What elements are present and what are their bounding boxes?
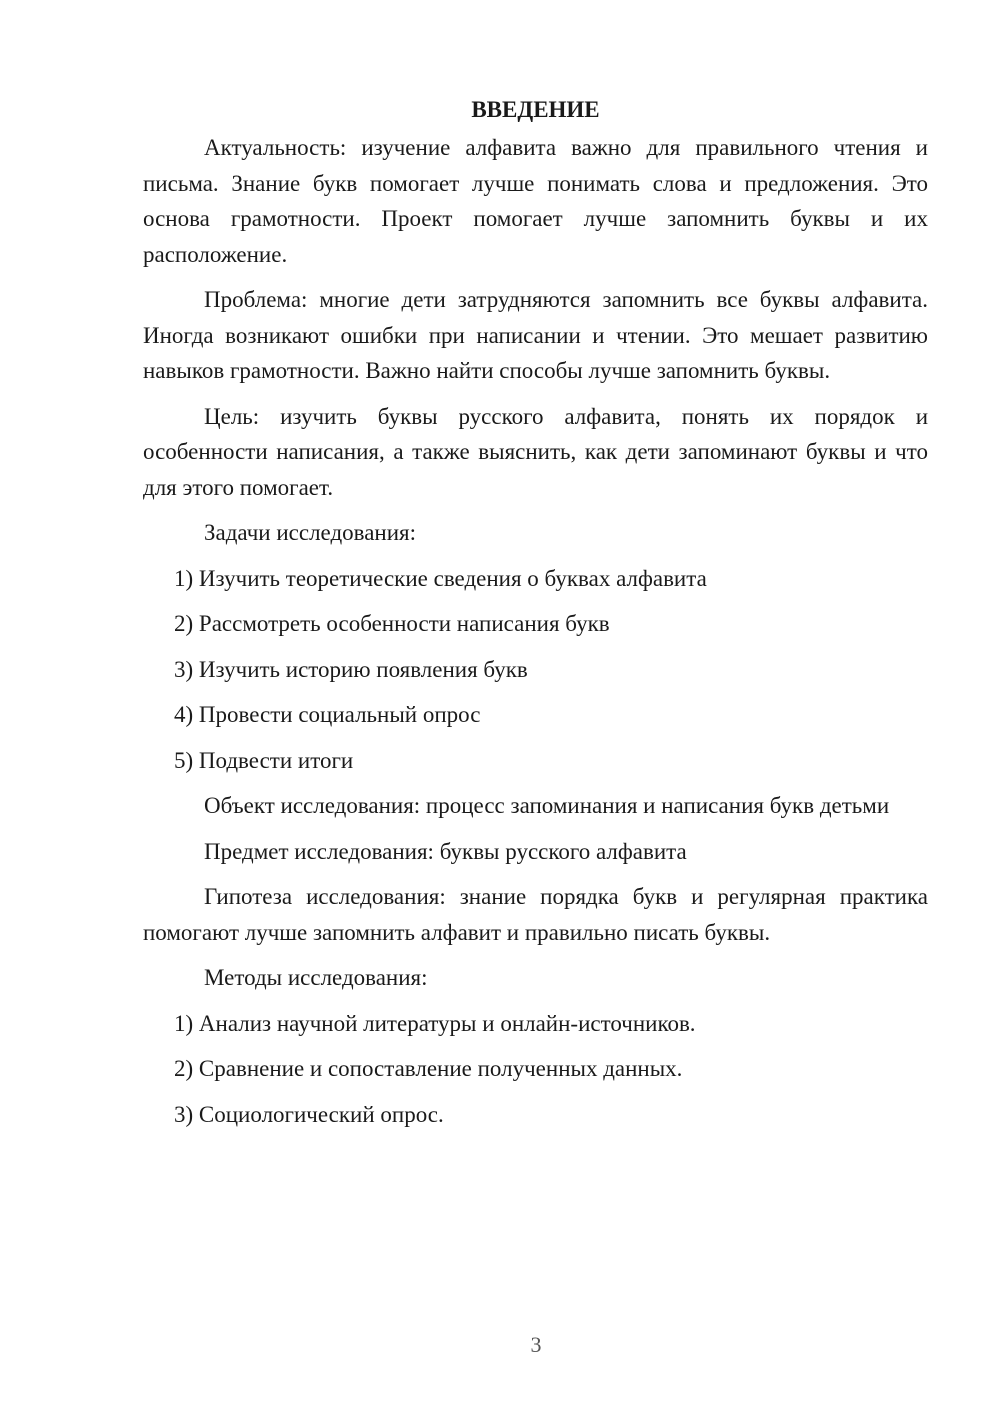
task-item-3: 3) Изучить историю появления букв <box>174 656 528 682</box>
method-item-2: 2) Сравнение и сопоставление полученных данных. <box>174 1056 683 1081</box>
method-item-1: 1) Анализ научной литературы и онлайн-источников. <box>174 1010 696 1036</box>
task-item-5: 5) Подвести итоги <box>174 747 354 773</box>
object-paragraph: Объект исследования: процесс запоминания и написания букв детьми <box>204 793 890 818</box>
task-item-1: 1) Изучить теоретические сведения о буквах алфавита <box>174 565 707 591</box>
goal-paragraph: Цель: изучить буквы русского алфавита, понять их порядок и особенности написания, а также выяснить, как дети запоминают буквы и что для этого помогает. <box>143 403 928 500</box>
hypothesis-paragraph: Гипотеза исследования: знание порядка букв и регулярная практика помогают лучше запомнить алфавит и правильно писать буквы. <box>143 884 928 945</box>
problem-paragraph: Проблема: многие дети затрудняются запомнить все буквы алфавита. Иногда возникают ошибки при написании и чтении. Это мешает развитию навыков грамотности. Важно найти способы лучше запомнить буквы. <box>143 287 928 383</box>
section-title: ВВЕДЕНИЕ <box>471 97 600 122</box>
task-item-4: 4) Провести социальный опрос <box>174 702 481 727</box>
method-item-3: 3) Социологический опрос. <box>174 1101 444 1127</box>
relevance-paragraph: Актуальность: изучение алфавита важно для правильного чтения и письма. Знание букв помогает лучше понимать слова и предложения. Это основа грамотности. Проект помогает лучше запомнить буквы и их расположение. <box>143 135 928 267</box>
page-number: 3 <box>530 1332 542 1357</box>
document-body <box>143 92 928 1142</box>
methods-heading: Методы исследования: <box>204 965 428 990</box>
task-item-2: 2) Рассмотреть особенности написания букв <box>174 611 610 636</box>
tasks-heading: Задачи исследования: <box>204 520 417 545</box>
subject-paragraph: Предмет исследования: буквы русского алфавита <box>204 838 687 864</box>
